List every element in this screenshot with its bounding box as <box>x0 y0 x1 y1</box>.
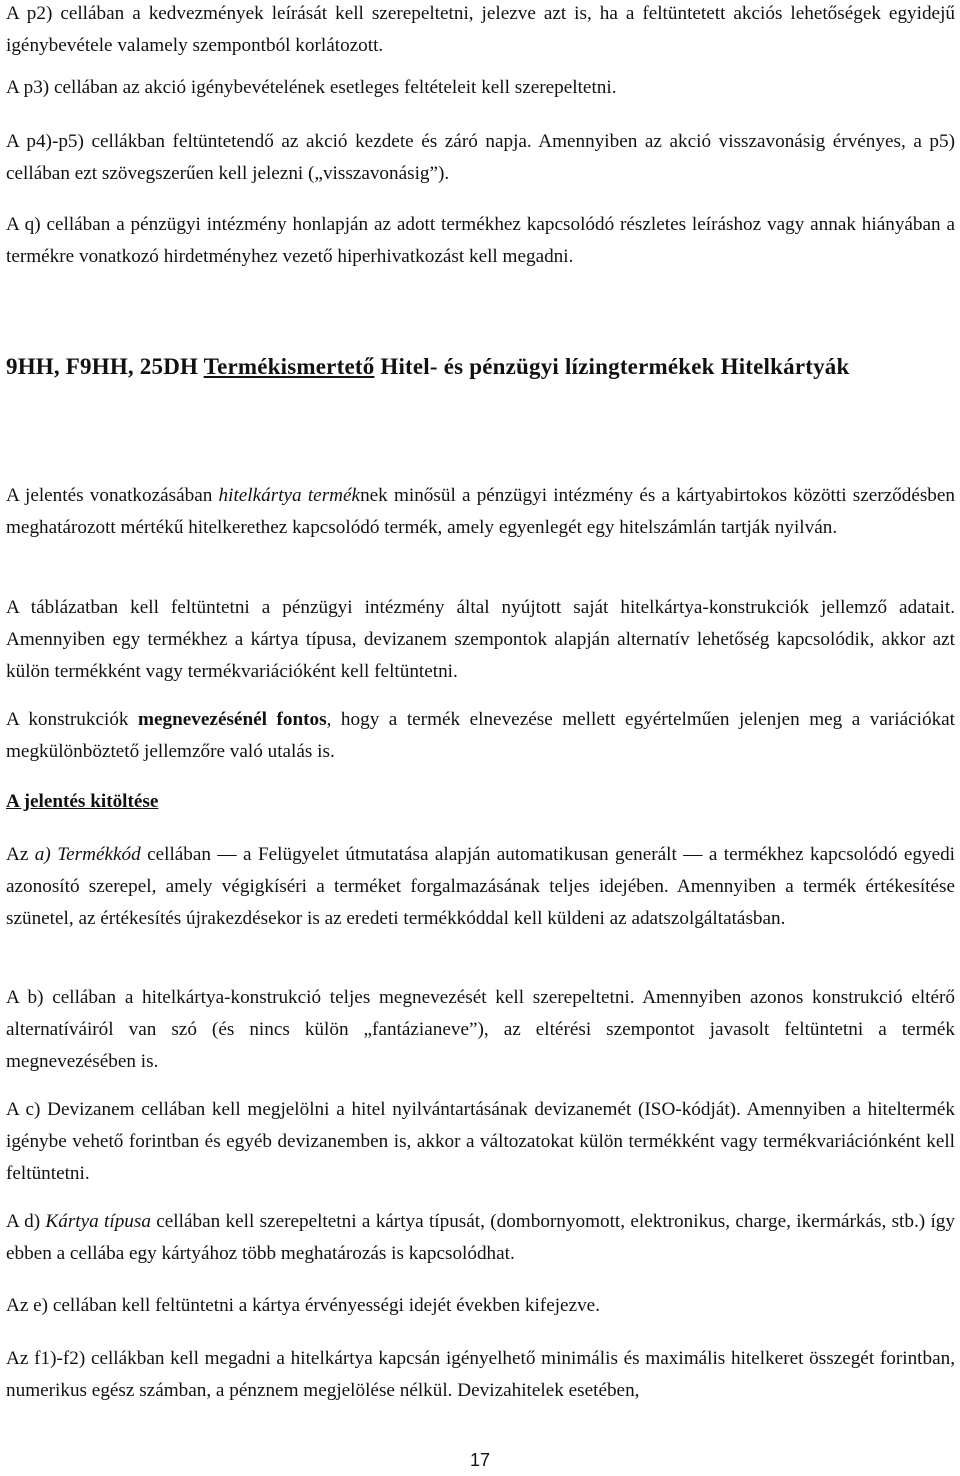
paragraph-d-field-name: Kártya típusa <box>45 1211 151 1232</box>
paragraph-e-text: Az e) cellában kell feltüntetni a kártya érvényességi idejét években kifejezve. <box>6 1295 600 1316</box>
paragraph-f-cells <box>6 1343 955 1407</box>
intro-naming-text-start: A konstrukciók <box>6 709 139 730</box>
page-number: 17 <box>469 1450 491 1470</box>
intro-definition-text-end: nek minősül a pénzügyi intézmény és a kártyabirtokos közötti szerződésben meghatározott mértékű hitelkerethez kapcsolódó termék, amely egyenlegét egy hitelszámlán tartják nyilván. <box>6 485 956 538</box>
paragraph-a-cell <box>6 839 955 935</box>
intro-definition-paragraph <box>6 480 955 544</box>
intro-definition-text-start: A jelentés vonatkozásában <box>6 485 219 506</box>
paragraph-p4-p5-cells <box>6 126 955 190</box>
paragraph-p4-p5-text: A p4)-p5) cellákban feltüntetendő az akció kezdete és záró napja. Amennyiben az akció visszavonásig érvényes, a p5) cellában ezt szövegszerűen kell jelezni („visszavonásig”). <box>6 131 955 184</box>
paragraph-c-text: A c) Devizanem cellában kell megjelölni a hitel nyilvántartásának devizanemét (ISO-kódját). Amennyiben a hiteltermék igénybe vehető forintban és egyéb devizanemben is, akkor a változatokat külön termékként vagy termékvariációnként kell feltüntetni. <box>6 1099 955 1184</box>
intro-table-paragraph <box>6 592 955 688</box>
paragraph-p2-text: A p2) cellában a kedvezmények leírását kell szerepeltetni, jelezve azt is, ha a feltüntetett akciós lehetőségek egyidejű igénybevétele valamely szempontból korlátozott. <box>6 3 955 56</box>
section-title-codes: 9HH, F9HH, 25DH <box>6 354 204 379</box>
paragraph-e-cell <box>6 1290 955 1322</box>
paragraph-b-text: A b) cellában a hitelkártya-konstrukció teljes megnevezését kell szerepeltetni. Amennyiben azonos konstrukció eltérő alternatíváiról van szó (és nincs külön „fantázianeve”), az eltérési szempontot javasolt feltüntetni a termék megnevezésében is. <box>6 987 955 1072</box>
intro-naming-text-end: , hogy a termék elnevezése mellett egyértelműen jelenjen meg a variációkat megkülönböztető jellemzőre való utalás is. <box>6 709 956 762</box>
paragraph-a-text-start: Az <box>6 844 35 865</box>
intro-naming-paragraph <box>6 704 955 768</box>
paragraph-c-cell <box>6 1094 955 1190</box>
paragraph-a-field-name: a) Termékkód <box>34 844 141 865</box>
intro-naming-emphasis: megnevezésénél fontos <box>138 709 327 730</box>
paragraph-f-text: Az f1)-f2) cellákban kell megadni a hitelkártya kapcsán igényelhető minimális és maximális hitelkeret összegét forintban, numerikus egész számban, a pénznem megjelölése nélkül. Devizahitelek esetében, <box>6 1348 955 1401</box>
paragraph-d-cell <box>6 1206 955 1270</box>
paragraph-q-text: A q) cellában a pénzügyi intézmény honlapján az adott termékhez kapcsolódó részletes leíráshoz vagy annak hiányában a termékre vonatkozó hirdetményhez vezető hiperhivatkozást kell megadni. <box>6 214 955 267</box>
intro-table-text: A táblázatban kell feltüntetni a pénzügyi intézmény által nyújtott saját hitelkártya-konstrukciók jellemző adatait. Amennyiben egy termékhez a kártya típusa, devizanem szempontok alapján alternatív lehetőség kapcsolódik, akkor azt külön termékként vagy termékvariációként kell feltüntetni. <box>6 597 955 682</box>
filling-heading: A jelentés kitöltése <box>6 791 159 812</box>
paragraph-b-cell <box>6 982 955 1078</box>
paragraph-d-text-start: A d) <box>6 1211 46 1232</box>
section-title-credit-cards: Hitelkártyák <box>720 354 850 379</box>
section-title-product-info: Termékismertető <box>203 354 375 379</box>
section-title-credit-products: Hitel- és pénzügyi lízingtermékek <box>374 354 721 379</box>
paragraph-p3-text: A p3) cellában az akció igénybevételének esetleges feltételeit kell szerepeltetni. <box>6 77 617 98</box>
paragraph-p3-cell <box>6 72 955 104</box>
paragraph-d-text-end: cellában kell szerepeltetni a kártya típusát, (dombornyomott, elektronikus, charge, ikermárkás, stb.) így ebben a cellába egy kártyához több meghatározás is kapcsolódhat. <box>6 1211 955 1264</box>
paragraph-a-text-end: cellában — a Felügyelet útmutatása alapján automatikusan generált — a termékhez kapcsolódó egyedi azonosító szerepel, amely végigkíséri a terméket forgalmazásának teljes idejében. Amennyiben a termék értékesítése szünetel, az értékesítés újrakezdésekor is az eredeti termékkóddal kell küldeni az adatszolgáltatásban. <box>6 844 956 929</box>
section-title <box>6 350 886 384</box>
paragraph-q-cell <box>6 209 955 273</box>
intro-definition-term: hitelkártya termék <box>218 485 361 506</box>
paragraph-p2-cell <box>6 0 955 62</box>
